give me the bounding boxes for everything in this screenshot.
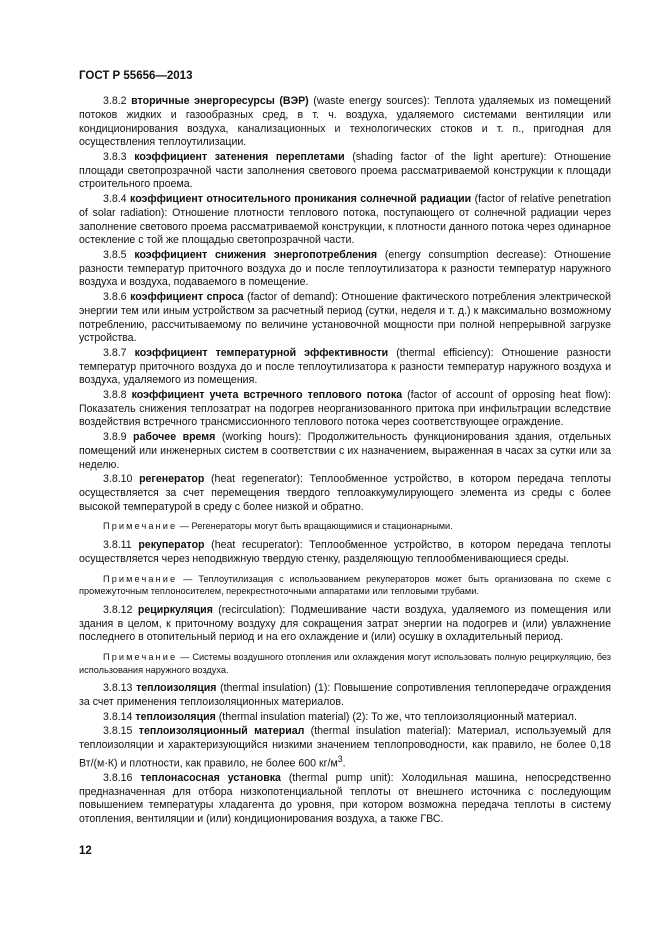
entry-term: вторичные энергоресурсы (ВЭР): [131, 95, 309, 107]
entry-number: 3.8.14: [103, 710, 133, 723]
entry-definition: (energy consumption decrease): Отношение разности температур приточного воздуха до и после теплоутилизатора к разности температур наружного воздуха и воздуха, подаваемого в помещение.: [79, 248, 611, 289]
note: [79, 651, 611, 676]
entry-definition: (factor of relative penetration of solar radiation): Отношение плотности теплового потока, поступающего от солнечной радиации через заполнение светового проема рассматриваемой конструкции, к плотности данного потока через одинарное остекление с той же площадью светопрозрачной части.: [79, 192, 612, 247]
entry-number: 3.8.6: [103, 290, 127, 303]
entry-term: коэффициент затенения переплетами: [134, 150, 345, 163]
note: [79, 520, 611, 533]
definition-entry: [79, 473, 611, 514]
entry-definition: (working hours): Продолжительность функционирования здания, отдельных помещений или инженерных систем в соответствии с их назначением, выраженная в часах за сутки или за неделю.: [79, 430, 612, 471]
entry-definition: (thermal insulation) (1): Повышение сопротивления теплопередаче ограждения за счет применения теплоизоляционных материалов.: [79, 682, 611, 709]
entry-term: коэффициент спроса: [130, 290, 244, 303]
entry-term: коэффициент температурной эффективности: [134, 346, 389, 359]
note-dash: —: [177, 521, 192, 532]
note-dash: —: [177, 652, 193, 663]
entry-number: 3.8.15: [103, 725, 133, 738]
note-label: Примечание: [103, 573, 178, 584]
entry-term: коэффициент относительного проникания солнечной радиации: [130, 192, 472, 205]
definition-entry: [79, 193, 611, 248]
entry-number: 3.8.12: [103, 603, 133, 616]
definition-entry: [79, 682, 611, 710]
definition-entry: [79, 431, 611, 472]
entry-term: коэффициент снижения энергопотребления: [134, 248, 378, 261]
entry-definition: (heat recuperator): Теплообменное устройство, в котором передача теплоты осуществляется через неподвижную твердую стенку, разделяющую теплообменивающиеся среды.: [79, 539, 612, 565]
entry-term: рекуператор: [138, 539, 205, 551]
entry-term: теплоизоляционный материал: [138, 725, 305, 738]
superscript: 3: [337, 753, 343, 764]
entry-definition: (waste energy sources): Теплота удаляемых из помещений потоков жидких и газообразных сред, в т. ч. воздуха, удаляемого системами вентиляции или кондиционирования воздуха, канализационных и технологических стоков и т. п., пригодная для осуществления теплоутилизации.: [79, 95, 611, 149]
note-label: Примечание: [103, 652, 178, 663]
entry-number: 3.8.16: [103, 771, 133, 784]
entry-number: 3.8.10: [103, 473, 133, 486]
entry-term: регенератор: [139, 473, 205, 486]
document-id: ГОСТ Р 55656—2013: [79, 70, 193, 82]
entry-number: 3.8.3: [103, 150, 127, 163]
note-dash: —: [177, 573, 199, 584]
page-number: 12: [79, 845, 92, 857]
entry-number: 3.8.8: [103, 388, 127, 401]
entry-number: 3.8.7: [103, 346, 127, 359]
definition-entry: [79, 347, 611, 388]
entry-number: 3.8.13: [103, 682, 133, 695]
entry-definition: (factor of account of opposing heat flow): Показатель снижения теплозатрат на подогрев неорганизованного притока при инфильтрации вследствие воздействия встречного трансмиссионного теплового потока через соответствующее ограждение.: [79, 388, 611, 429]
entry-definition: (thermal pump unit): Холодильная машина, непосредственно предназначенная для отбора низкопотенциальной теплоты от внешнего источника с последующим повышением температуры хладагента до уровня, при котором возможна передача теплоты в систему отопления, вентиляции и (или) кондиционирования воздуха, а также ГВС.: [79, 771, 611, 826]
definition-entry: [79, 604, 611, 645]
entry-definition-end: .: [342, 757, 346, 770]
definition-entry: [79, 151, 611, 192]
entry-number: 3.8.2: [103, 95, 127, 107]
note-text: Регенераторы могут быть вращающимися и стационарными.: [191, 521, 453, 532]
definitions-list: [79, 95, 611, 828]
definition-entry: [79, 249, 611, 290]
entry-term: рабочее время: [133, 430, 216, 443]
note: [79, 573, 611, 598]
note-text: Системы воздушного отопления или охлаждения могут использовать полную рециркуляцию, без использования наружного воздуха.: [79, 652, 612, 675]
definition-entry: [79, 291, 611, 346]
entry-definition: (heat regenerator): Теплообменное устройство, в котором передача теплоты осуществляется за счет перемещения твердого теплоаккумулирующего элемента из среды с более высокой температурой в среду с более низкой и обратно.: [79, 473, 611, 513]
entry-term: теплонасосная установка: [140, 771, 281, 784]
definition-entry: [79, 389, 611, 430]
entry-term: теплоизоляция: [136, 682, 217, 695]
entry-term: рециркуляция: [137, 603, 213, 616]
entry-definition: (thermal insulation material): Материал, используемый для теплоизоляции и характеризующийся низкими значением теплопроводности, как правило, не более 0,18 Вт/(м·К) и плотности, как правило, не более 600 кг/м: [79, 725, 611, 770]
note-label: Примечание: [103, 521, 178, 532]
definition-entry: [79, 725, 611, 771]
note-text: Теплоутилизация с использованием рекуператоров может быть организована по схеме с промежуточным теплоносителем, перекрестноточными аппаратами или тепловыми трубами.: [79, 573, 611, 597]
entry-number: 3.8.9: [103, 430, 127, 443]
entry-term: коэффициент учета встречного теплового потока: [131, 388, 403, 401]
entry-number: 3.8.4: [103, 192, 127, 205]
entry-definition: (factor of demand): Отношение фактического потребления электрической энергии тем или иным устройством за расчетный период (сутки, неделя и т. д.) к максимально возможному потреблению, рассчитываемому по величине установочной мощности при полной непрерывной загрузке устройства.: [79, 290, 611, 345]
entry-definition: (thermal insulation material) (2): То же, что теплоизоляционный материал.: [215, 710, 577, 723]
entry-definition: (recirculation): Подмешивание части воздуха, удаляемого из помещения или здания в целом, к приточному воздуху для сокращения затрат энергии на подогрев и (или) увлажнение последнего в отопительный период и на его охлаждение и (или) осушку в охладительный период.: [79, 603, 611, 644]
definition-entry: [79, 711, 611, 725]
entry-term: теплоизоляция: [135, 710, 216, 723]
definition-entry: [79, 95, 611, 150]
definition-entry: [79, 772, 611, 827]
entry-number: 3.8.5: [103, 248, 127, 261]
entry-definition: (thermal efficiency): Отношение разности температур приточного воздуха до и после теплоутилизатора к разности температур наружного воздуха и воздуха, удаляемого из помещения.: [79, 346, 611, 387]
entry-number: 3.8.11: [103, 539, 132, 551]
entry-definition: (shading factor of the light aperture): Отношение площади светопрозрачной части заполнения светового проема рассматриваемой конструкции к площади строительного проема.: [79, 150, 612, 191]
definition-entry: [79, 539, 611, 567]
